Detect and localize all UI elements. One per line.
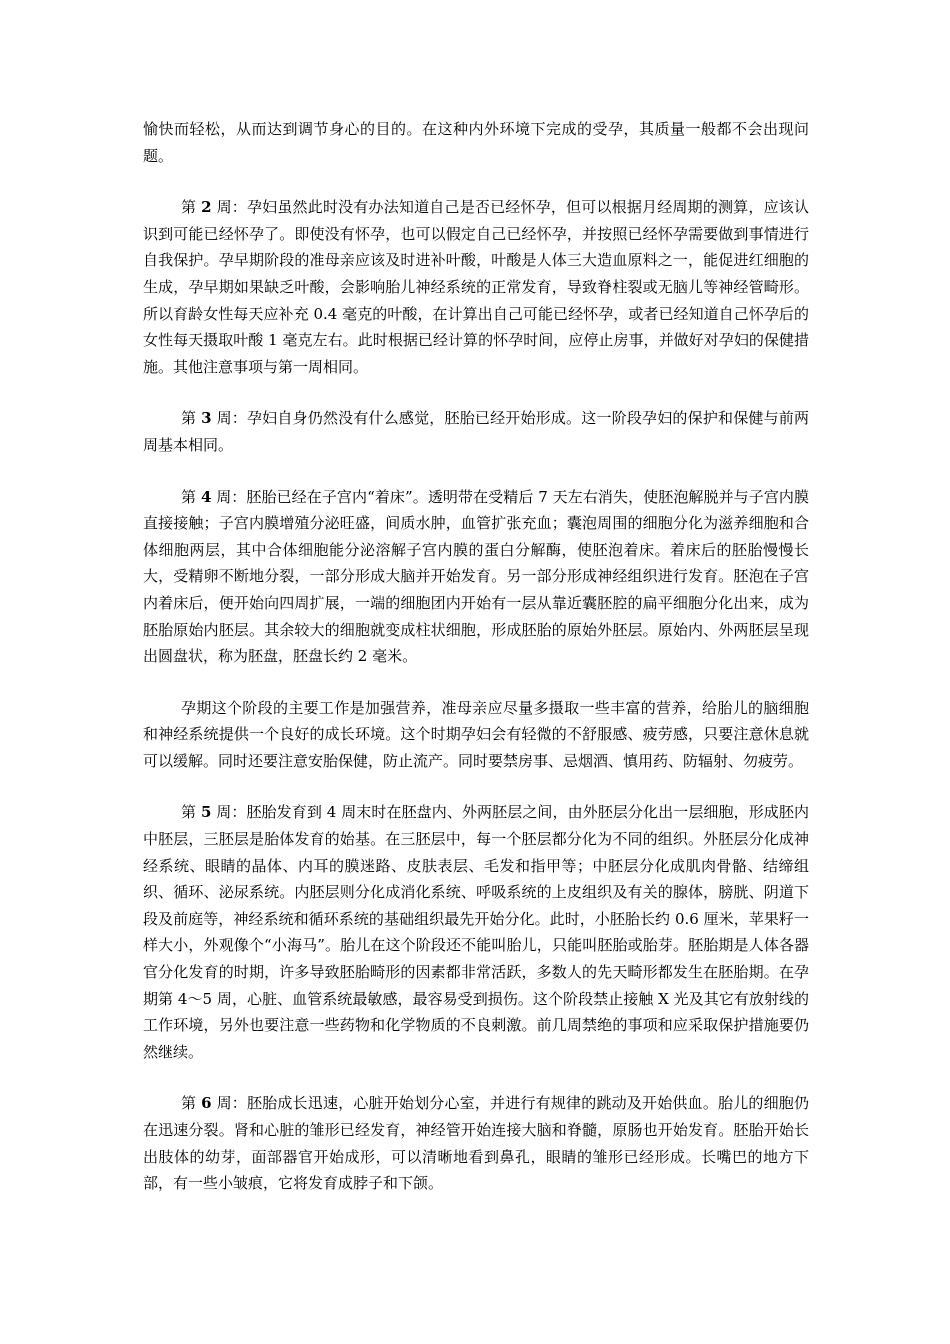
week-prefix: 第 — [181, 487, 201, 506]
paragraph-week-4 — [143, 484, 809, 670]
week-suffix: 周： — [211, 198, 247, 217]
paragraph-week-5 — [143, 799, 809, 1065]
week-suffix: 周： — [211, 1094, 247, 1113]
paragraph-text: 孕期这个阶段的主要工作是加强营养，准母亲应尽量多摄取一些丰富的营养，给胎儿的脑细胞和神经系统提供一个良好的成长环境。这个时期孕妇会有轻微的不舒服感、疲劳感，只要注意休息就可以缓解。同时还要注意安胎保健，防止流产。同时要禁房事、忌烟酒、慎用药、防辐射、勿疲劳。 — [143, 698, 809, 770]
paragraph-week-6 — [143, 1090, 809, 1196]
paragraph-text: 胚胎发育到 4 周末时在胚盘内、外两胚层之间，由外胚层分化出一层细胞，形成胚内中胚层，三胚层是胎体发育的始基。在三胚层中，每一个胚层都分化为不同的组织。外胚层分化成神经系统、眼睛的晶体、内耳的膜迷路、皮肤表层、毛发和指甲等；中胚层分化成肌肉骨骼、结缔组织、循环、泌尿系统。内胚层则分化成消化系统、呼吸系统的上皮组织及有关的腺体，膀胱、阴道下段及前庭等，神经系统和循环系统的基础组织最先开始分化。此时，小胚胎长约 0.6 厘米，苹果籽一样大小，外观像个“小海马”。胎儿在这个阶段还不能叫胎儿，只能叫胚胎或胎芽。胚胎期是人体各器官分化发育的时期，许多导致胚胎畸形的因素都非常活跃，多数人的先天畸形都发生在胚胎期。在孕期第 4～5 周，心脏、血管系统最敏感，最容易受到损伤。这个阶段禁止接触 X 光及其它有放射线的工作环境，另外也要注意一些药物和化学物质的不良刺激。前几周禁绝的事项和应采取保护措施要仍然继续。 — [143, 803, 809, 1061]
week-number: 2 — [201, 198, 212, 217]
paragraph-text: 胚胎成长迅速，心脏开始划分心室，并进行有规律的跳动及开始供血。胎儿的细胞仍在迅速分裂。肾和心脏的雏形已经发育，神经管开始连接大脑和脊髓，原肠也开始发育。胚胎开始长出肢体的幼芽，面部器官开始成形，可以清晰地看到鼻孔，眼睛的雏形已经形成。长嘴巴的地方下部，有一些小皱痕，它将发育成脖子和下颌。 — [143, 1094, 809, 1193]
paragraph-week-3 — [143, 405, 809, 458]
week-suffix: 周： — [211, 487, 247, 506]
week-number: 3 — [201, 409, 212, 428]
paragraph-pregnancy-stage — [143, 695, 809, 775]
week-number: 6 — [201, 1094, 212, 1113]
week-suffix: 周： — [211, 803, 247, 822]
week-prefix: 第 — [181, 198, 202, 217]
week-number: 4 — [200, 487, 212, 506]
week-number: 5 — [200, 803, 212, 822]
document-page — [143, 116, 809, 1222]
paragraph-text: 愉快而轻松，从而达到调节身心的目的。在这种内外环境下完成的受孕，其质量一般都不会出现问题。 — [143, 120, 809, 165]
paragraph-week-2 — [143, 194, 809, 380]
paragraph-text: 孕妇虽然此时没有办法知道自己是否已经怀孕，但可以根据月经周期的测算，应该认识到可能已经怀孕了。即使没有怀孕，也可以假定自己已经怀孕，并按照已经怀孕需要做到事情进行自我保护。孕早期阶段的准母亲应该及时进补叶酸，叶酸是人体三大造血原料之一，能促进红细胞的生成，孕早期如果缺乏叶酸，会影响胎儿神经系统的正常发育，导致脊柱裂或无脑儿等神经管畸形。所以育龄女性每天应补充 0.4 毫克的叶酸，在计算出自己可能已经怀孕，或者已经知道自己怀孕后的女性每天摄取叶酸 1 毫克左右。此时根据已经计算的怀孕时间，应停止房事，并做好对孕妇的保健措施。其他注意事项与第一周相同。 — [143, 198, 809, 376]
paragraph-text: 胚胎已经在子宫内“着床”。透明带在受精后 7 天左右消失，使胚泡解脱并与子宫内膜直接接触；子宫内膜增殖分泌旺盛，间质水肿，血管扩张充血；囊泡周围的细胞分化为滋养细胞和合体细胞两层，其中合体细胞能分泌溶解子宫内膜的蛋白分解酶，使胚泡着床。着床后的胚胎慢慢长大，受精卵不断地分裂，一部分形成大脑并开始发育。另一部分形成神经组织进行发育。胚泡在子宫内着床后，便开始向四周扩展，一端的细胞团内开始有一层从靠近囊胚腔的扁平细胞分化出来，成为胚胎原始内胚层。其余较大的细胞就变成柱状细胞，形成胚胎的原始外胚层。原始内、外两胚层呈现出圆盘状，称为胚盘，胚盘长约 2 毫米。 — [143, 487, 809, 666]
paragraph-continuation — [143, 116, 809, 169]
week-prefix: 第 — [181, 1094, 202, 1113]
week-prefix: 第 — [181, 803, 201, 822]
paragraph-text: 孕妇自身仍然没有什么感觉，胚胎已经开始形成。这一阶段孕妇的保护和保健与前两周基本相同。 — [143, 409, 809, 454]
week-suffix: 周： — [211, 409, 247, 428]
week-prefix: 第 — [181, 409, 202, 428]
